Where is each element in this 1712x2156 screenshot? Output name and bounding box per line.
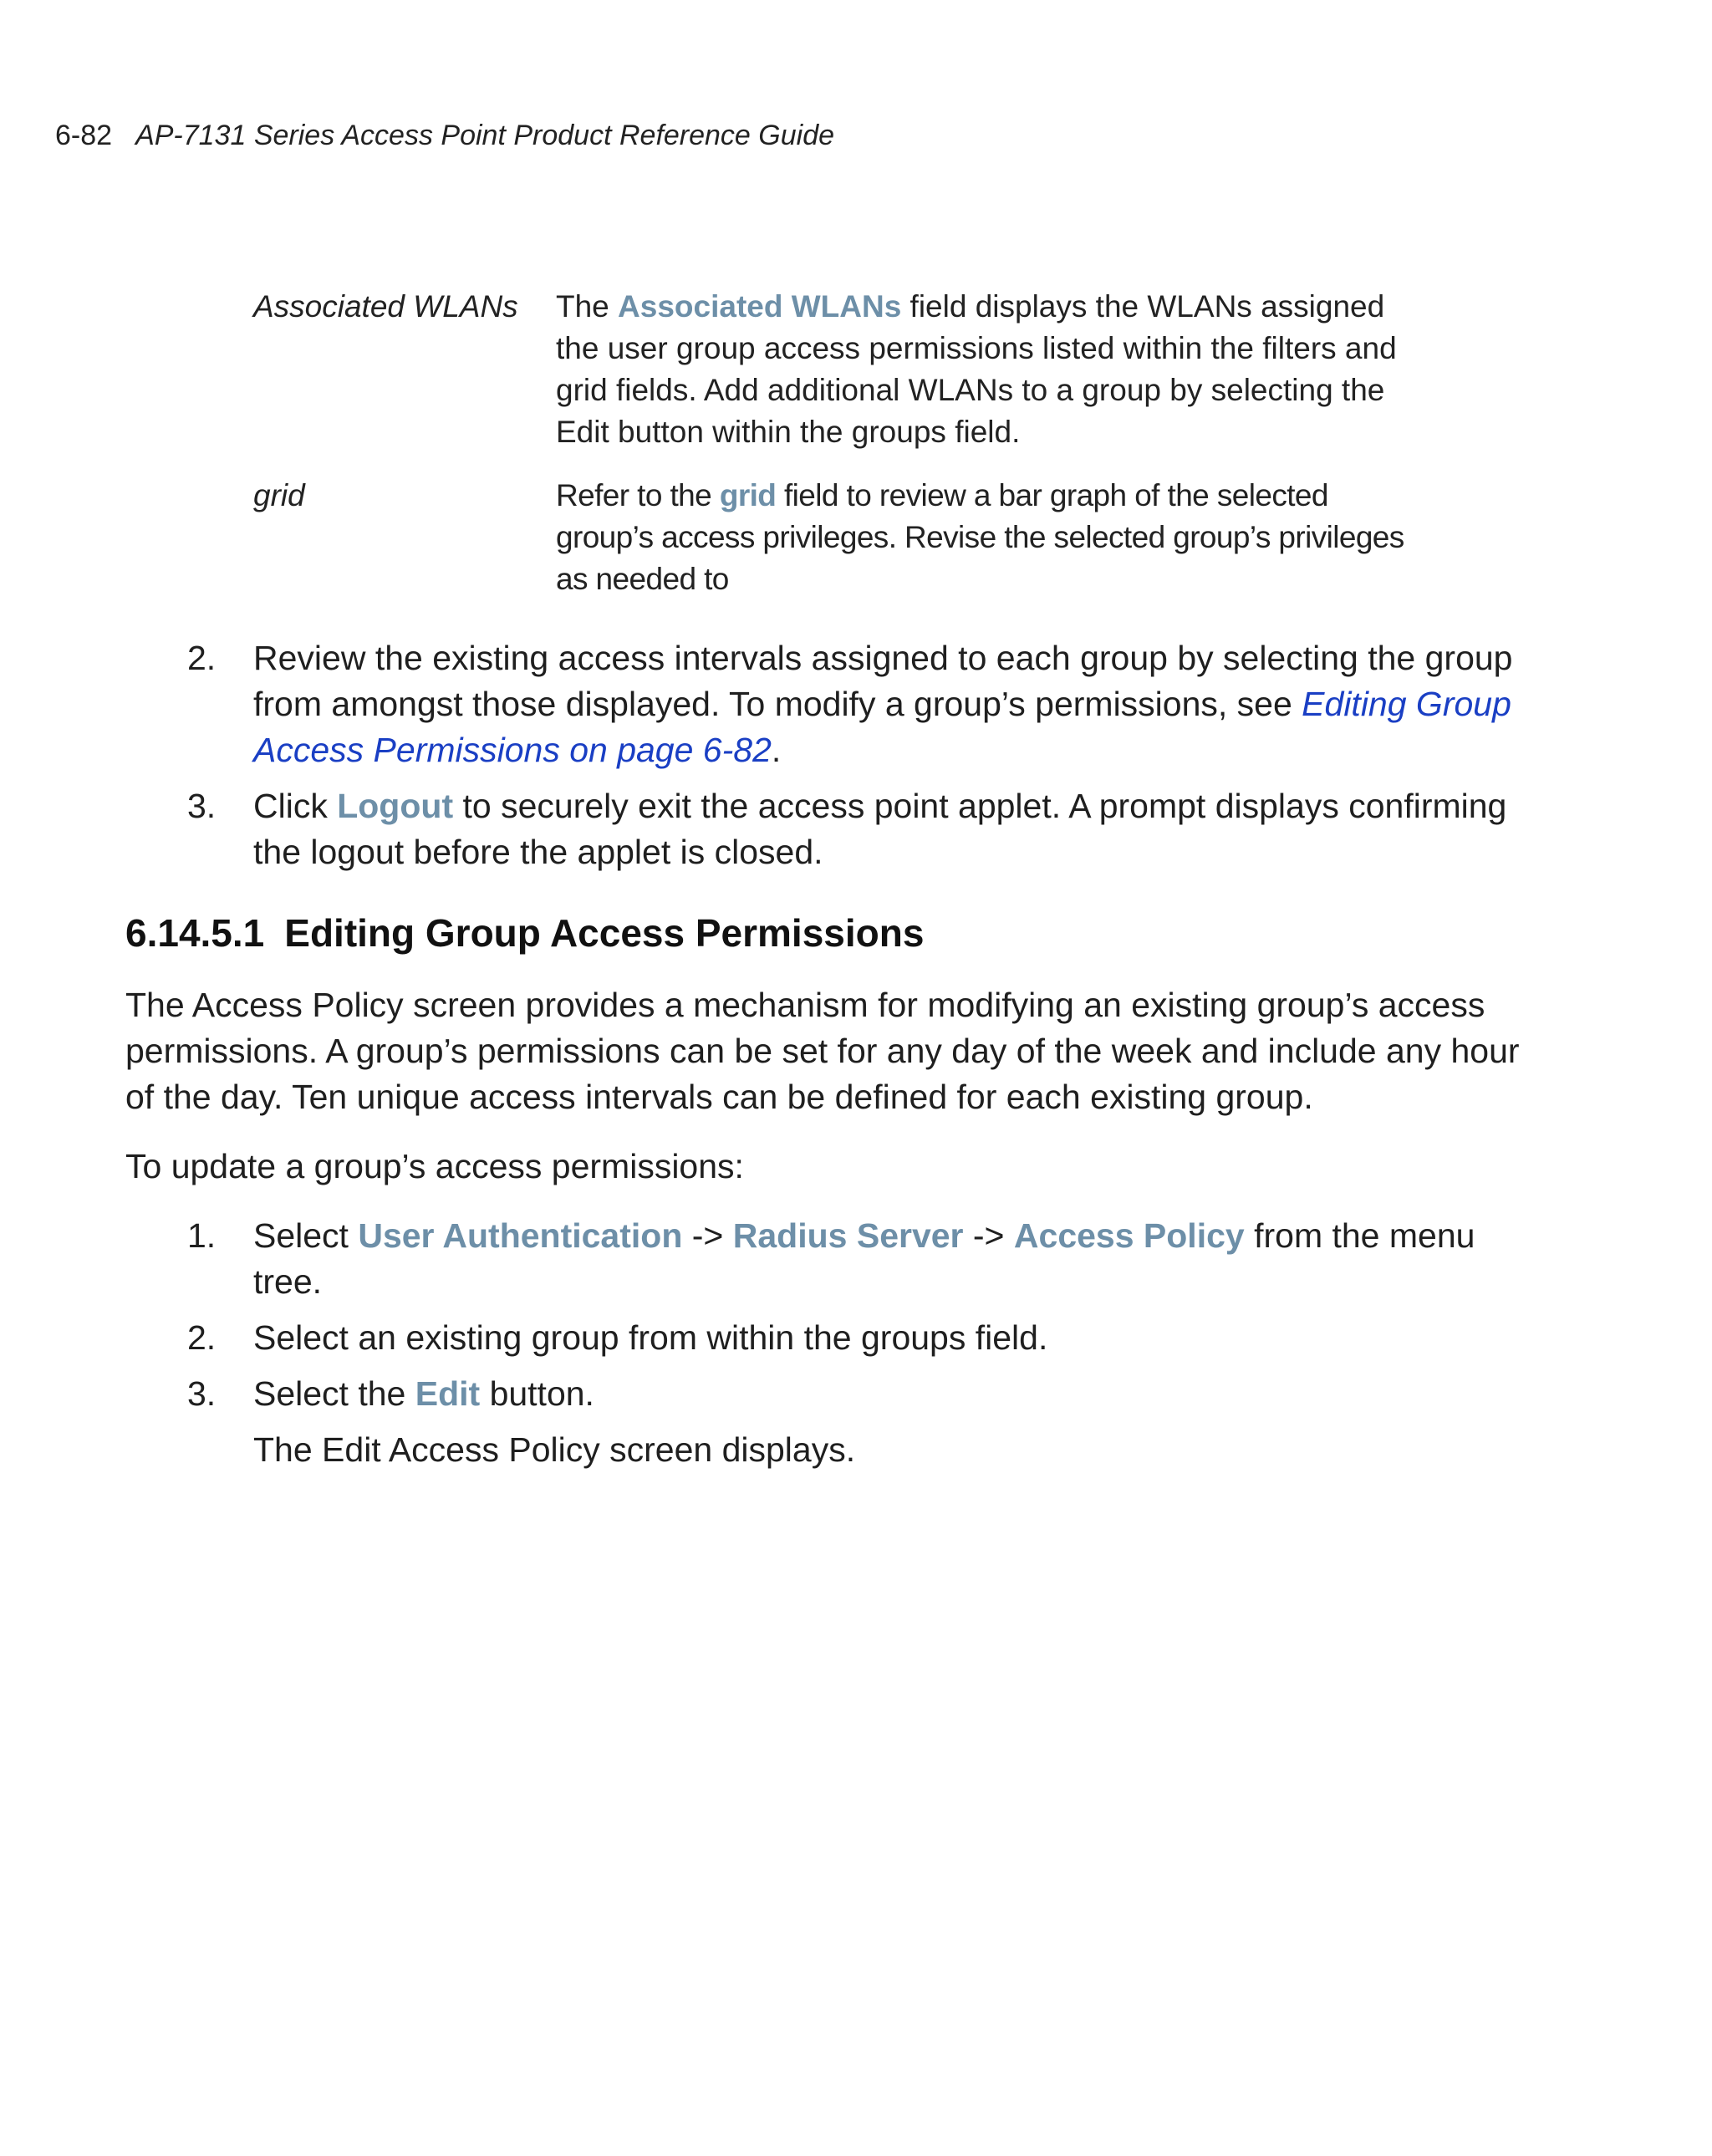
guide-title: AP-7131 Series Access Point Product Reference Guide (135, 120, 835, 151)
editing-group-access-link[interactable]: Editing Group Access Permissions on page 6-82 (253, 685, 1511, 769)
section-heading (125, 908, 924, 958)
step-text-pre: Click (253, 787, 338, 825)
step-text-pre: Select (253, 1216, 359, 1255)
step-text: Select an existing group from within the groups field. (253, 1318, 1048, 1357)
desc-text: Refer to the (556, 478, 720, 512)
desc-text: field displays the WLANs assigned the user group access permissions listed within the filters and grid fields. Add additional WLANs to a group by selecting the Edit button within the groups field. (556, 289, 1397, 449)
running-header (55, 117, 834, 154)
ui-term-edit: Edit (415, 1374, 481, 1413)
ui-term-associated-wlans: Associated WLANs (618, 289, 902, 324)
step-item (187, 1315, 1541, 1361)
step-text-post: to securely exit the access point applet. A prompt displays confirming the logout before the applet is closed. (253, 787, 1507, 871)
definition-row-associated-wlans (253, 286, 1424, 453)
step-item (187, 635, 1541, 773)
step-item (187, 1213, 1541, 1305)
ui-term-access-policy: Access Policy (1013, 1216, 1245, 1255)
ui-term-user-authentication: User Authentication (358, 1216, 683, 1255)
step-number: 3. (187, 1374, 217, 1413)
desc-text: field to review a bar graph of the selected group’s access privileges. Revise the selected group’s privileges as needed to (556, 478, 1404, 596)
section-title: Editing Group Access Permissions (284, 911, 925, 955)
step-number: 2. (187, 639, 217, 677)
desc-text: The (556, 289, 619, 324)
menu-separator: -> (963, 1216, 1014, 1255)
procedure-lead-in: To update a group’s access permissions: (125, 1147, 744, 1185)
step-text-post: from the menu tree. (253, 1216, 1475, 1301)
step-text (253, 635, 1541, 773)
definition-term: Associated WLANs (253, 289, 518, 324)
step-text-after: . (771, 731, 782, 769)
ui-term-radius-server: Radius Server (732, 1216, 964, 1255)
step-text-body: Review the existing access intervals assigned to each group by selecting the group from amongst those displayed. To modify a group’s permissions, see (253, 639, 1513, 723)
step-text (253, 783, 1541, 875)
steps-list-edit-permissions (187, 1213, 1541, 1473)
ui-term-grid: grid (719, 478, 777, 512)
definition-description (556, 475, 1417, 600)
step-text-pre: Select the (253, 1374, 415, 1413)
step-item (187, 783, 1541, 875)
result-note: The Edit Access Policy screen displays. (253, 1430, 856, 1469)
page-number: 6-82 (55, 120, 113, 151)
step-number: 1. (187, 1216, 217, 1255)
step-item (187, 1371, 1541, 1417)
definition-term: grid (253, 478, 305, 512)
section-number: 6.14.5.1 (125, 911, 265, 955)
ui-term-logout: Logout (337, 787, 454, 825)
step-number: 3. (187, 787, 217, 825)
step-text-post: button. (480, 1374, 594, 1413)
definition-table (253, 286, 1424, 622)
definition-description (556, 286, 1417, 453)
step-text (253, 1371, 1541, 1417)
intro-paragraph: The Access Policy screen provides a mechanism for modifying an existing group’s access permissions. A group’s permissions can be set for any day of the week and include any hour of the day. Ten unique access intervals can be defined for each existing group. (125, 986, 1520, 1116)
definition-row-grid (253, 475, 1424, 600)
step-text (253, 1213, 1541, 1305)
step-number: 2. (187, 1318, 217, 1357)
menu-separator: -> (682, 1216, 733, 1255)
steps-list-continued (187, 635, 1541, 885)
